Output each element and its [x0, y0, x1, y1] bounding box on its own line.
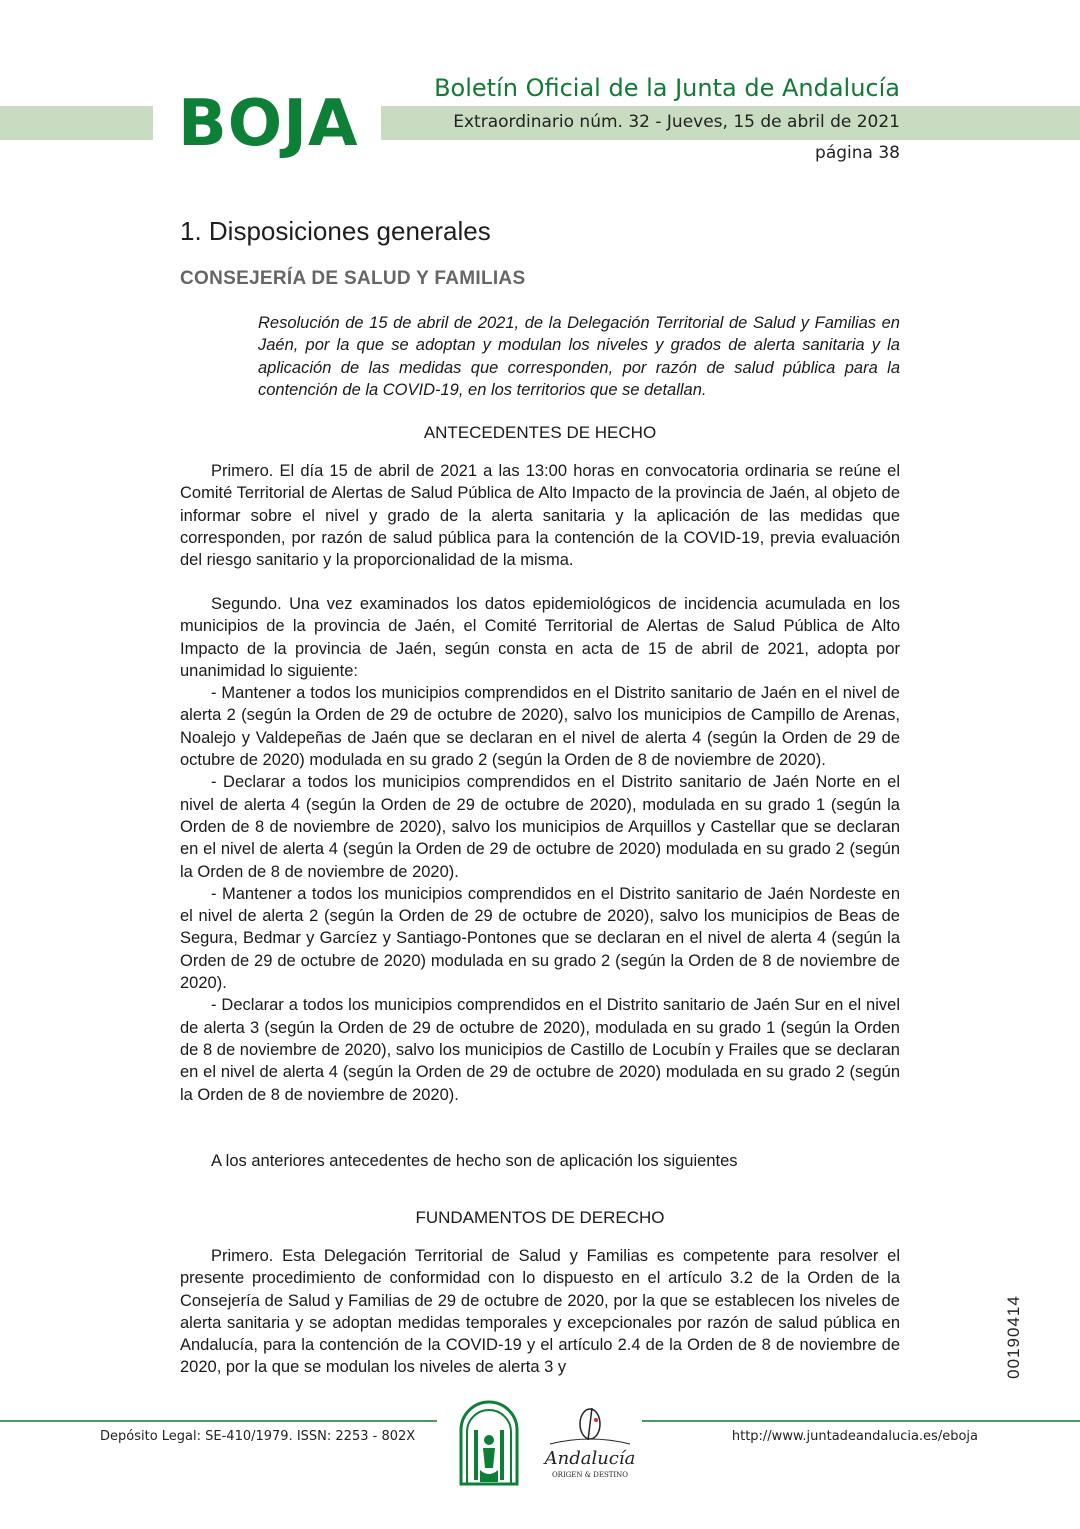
document-code-text: 00190414: [1004, 1295, 1023, 1379]
antecedentes-block-2: [180, 593, 900, 1106]
section-title: 1. Disposiciones generales: [180, 216, 491, 246]
page-number: página 38: [815, 143, 900, 163]
list-item-jaen: - Mantener a todos los municipios comprendidos en el Distrito sanitario de Jaén en el nivel de alerta 2 (según la Orden de 29 de octubre de 2020), salvo los municipios de Campillo de Arenas, Noalejo y Valdepeñas de Jaén que se declaran en el nivel de alerta 4 (según la Orden de 29 de octubre de 2020) modulada en su grado 2 (según la Orden de 8 de noviembre de 2020).: [180, 684, 900, 770]
andalucia-brand-logo: [530, 1400, 650, 1490]
list-item-jaen-nordeste: - Mantener a todos los municipios comprendidos en el Distrito sanitario de Jaén Nordeste en el nivel de alerta 2 (según la Orden de 29 de octubre de 2020), salvo los municipios de Beas de Segura, Bedmar y Garcíez y Santiago-Pontones que se declaran en el nivel de alerta 4 (según la Orden de 29 de octubre de 2020) modulada en su grado 2 (según la Orden de 8 de noviembre de 2020).: [180, 884, 900, 993]
boja-logo: BOJA: [178, 87, 359, 161]
antecedentes-block-1: [180, 460, 900, 571]
footer-url[interactable]: http://www.juntadeandalucia.es/eboja: [731, 1429, 978, 1444]
fundamentos-block: [180, 1245, 900, 1379]
paragraph-segundo: Segundo. Una vez examinados los datos epidemiológicos de incidencia acumulada en los municipios de la provincia de Jaén, el Comité Territorial de Alertas de Salud Pública de Alto Impacto de la provincia de Jaén, según consta en acta de 15 de abril de 2021, adopta por unanimidad lo siguiente:: [180, 595, 900, 680]
legal-deposit: Depósito Legal: SE-410/1979. ISSN: 2253 - 802X: [100, 1429, 416, 1444]
fundamentos-primero: Primero. Esta Delegación Territorial de Salud y Familias es competente para resolver el presente procedimiento de conformidad con lo dispuesto en el artículo 3.2 de la Orden de la Consejería de Salud y Familias de 29 de octubre de 2020, por la que se establecen los niveles de alerta sanitaria y se adoptan medidas temporales y excepcionales por razón de salud pública en Andalucía, para la contención de la COVID-19 y el artículo 2.4 de la Orden de 8 de noviembre de 2020, por la que se modulan los niveles de alerta 3 y: [180, 1247, 900, 1377]
resolution-summary: Resolución de 15 de abril de 2021, de la Delegación Territorial de Salud y Familias en Jaén, por la que se adoptan y modulan los niveles y grados de alerta sanitaria y la aplicación de las medidas que corresponden, por razón de salud pública para la contención de la COVID-19, en los territorios que se detallan.: [258, 314, 900, 400]
footer-divider-left: [0, 1420, 437, 1422]
bulletin-title: Boletín Oficial de la Junta de Andalucía: [434, 74, 900, 102]
document-code: [1004, 1297, 1024, 1377]
antecedentes-heading: ANTECEDENTES DE HECHO: [423, 423, 657, 442]
brand-wordmark: Andalucía: [544, 1448, 636, 1469]
antecedentes-block-3: [180, 1150, 900, 1172]
brand-tagline: ORIGEN & DESTINO: [551, 1471, 629, 1479]
paragraph-closing: A los anteriores antecedentes de hecho son de aplicación los siguientes: [211, 1152, 738, 1170]
junta-andalucia-emblem-icon: [455, 1400, 523, 1486]
list-item-jaen-norte: - Declarar a todos los municipios comprendidos en el Distrito sanitario de Jaén Norte en el nivel de alerta 4 (según la Orden de 29 de octubre de 2020), modulada en su grado 1 (según la Orden de 8 de noviembre de 2020), salvo los municipios de Arquillos y Castellar que se declaran en el nivel de alerta 4 (según la Orden de 29 de octubre de 2020) modulada en su grado 2 (según la Orden de 8 de noviembre de 2020).: [180, 773, 900, 881]
fundamentos-heading: FUNDAMENTOS DE DERECHO: [415, 1208, 665, 1227]
issue-info: Extraordinario núm. 32 - Jueves, 15 de abril de 2021: [453, 112, 900, 132]
list-item-jaen-sur: - Declarar a todos los municipios comprendidos en el Distrito sanitario de Jaén Sur en el nivel de alerta 3 (según la Orden de 29 de octubre de 2020), modulada en su grado 1 (según la Orden de 8 de noviembre de 2020), salvo los municipios de Castillo de Locubín y Frailes que se declaran en el nivel de alerta 4 (según la Orden de 29 de octubre de 2020) modulada en su grado 2 (según la Orden de 8 de noviembre de 2020).: [180, 996, 900, 1104]
footer-divider-right: [642, 1420, 1080, 1422]
paragraph-primero: Primero. El día 15 de abril de 2021 a las 13:00 horas en convocatoria ordinaria se reúne el Comité Territorial de Alertas de Salud Pública de Alto Impacto de la provincia de Jaén, al objeto de informar sobre el nivel y grado de la alerta sanitaria y la aplicación de las medidas que corresponden, por razón de salud pública para la contención de la COVID-19, previa evaluación del riesgo sanitario y la proporcionalidad de la misma.: [180, 462, 900, 570]
department-name: CONSEJERÍA DE SALUD Y FAMILIAS: [180, 268, 526, 289]
